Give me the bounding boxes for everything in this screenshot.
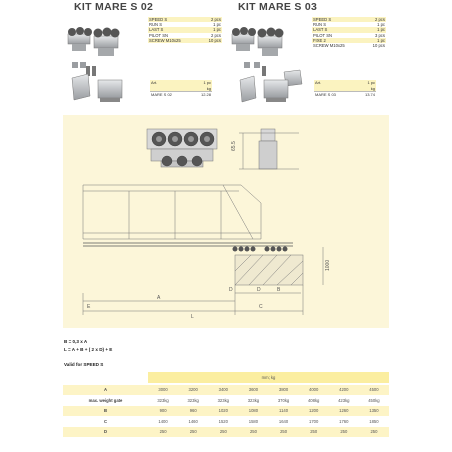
article-code: MARE S 02 — [150, 92, 191, 98]
parts-row: RUN S 1 pc — [149, 22, 221, 28]
parts-row: SCREW M10x25 10 pcs — [149, 37, 221, 43]
parts-row: LAST S 1 pc — [149, 27, 221, 33]
kg-label: kg — [191, 86, 212, 92]
kit-03-article-table — [314, 80, 376, 98]
kit-title-02: KIT MARE S 02 — [74, 1, 154, 13]
article-weight: 13.74 — [355, 92, 376, 98]
dim-label-d1: D — [229, 287, 233, 293]
dim-label-b: B — [277, 287, 281, 293]
article-code: MARE S 03 — [314, 92, 355, 98]
art-unit: 1 pc — [355, 80, 376, 86]
carriage-image — [258, 28, 284, 57]
technical-drawing-panel — [63, 115, 389, 328]
carriage-image — [232, 27, 256, 51]
kit-02-parts-table — [148, 17, 222, 43]
spec-table — [63, 372, 389, 437]
spec-unit-row — [63, 372, 389, 383]
parts-row: SCREW M10x25 10 pcs — [313, 43, 385, 49]
spec-row-d: D 250 250 250 250 250 250 250 250 — [63, 427, 389, 438]
parts-row: RUN S 1 pc — [313, 22, 385, 28]
carriage-image — [68, 27, 92, 51]
parts-row: SPEED S 2 pcs — [313, 17, 385, 22]
kit-03-product-image — [228, 14, 318, 110]
dim-label-e: E — [87, 304, 91, 310]
carriage-image — [94, 28, 120, 57]
dim-label-h1: 65.5 — [231, 141, 237, 151]
dim-label-a: A — [157, 295, 161, 301]
kit-02-article-table — [150, 80, 212, 98]
dim-label-h2: 1000 — [325, 259, 331, 271]
kit-02-product-image — [64, 14, 154, 110]
parts-row: SPEED S 2 pcs — [149, 17, 221, 22]
art-label: Art. — [314, 80, 355, 86]
formula-l: L = A + B + ( 2 x D) + E — [64, 347, 113, 352]
article-weight: 12.28 — [191, 92, 212, 98]
parts-row: LAST S 1 pc — [313, 27, 385, 33]
spec-row-a: A 3000 3200 3400 3600 3800 4000 4200 4500 — [63, 385, 389, 396]
art-unit: 1 pc — [191, 80, 212, 86]
kit-03-parts-table — [312, 17, 386, 48]
dim-label-d2: D — [257, 287, 261, 293]
spec-row-b: B 900 960 1020 1080 1140 1200 1260 1350 — [63, 406, 389, 417]
spec-row-c: C 1400 1460 1520 1580 1640 1700 1760 1850 — [103, 418, 379, 424]
dim-label-c: C — [259, 304, 263, 310]
spec-unit: mm; kg — [148, 372, 389, 383]
technical-drawing — [63, 115, 389, 328]
kit-title-03: KIT MARE S 03 — [238, 1, 318, 13]
parts-row: FIXE 2 1 pc — [313, 37, 385, 43]
dim-label-l: L — [191, 314, 194, 320]
art-label: Art. — [150, 80, 191, 86]
spec-row-weight: max. weight gate 323kg 323kg 323kg 323kg 370kg 408kg 423kg 450kg — [88, 397, 380, 403]
parts-row: PILOT SN 3 pcs — [313, 32, 385, 38]
valid-for-label: Valid for SPEED S — [64, 362, 104, 367]
parts-row: PILOT SN 2 pcs — [149, 32, 221, 38]
formula-b: B = 0,3 x A — [64, 339, 88, 344]
kg-label: kg — [355, 86, 376, 92]
